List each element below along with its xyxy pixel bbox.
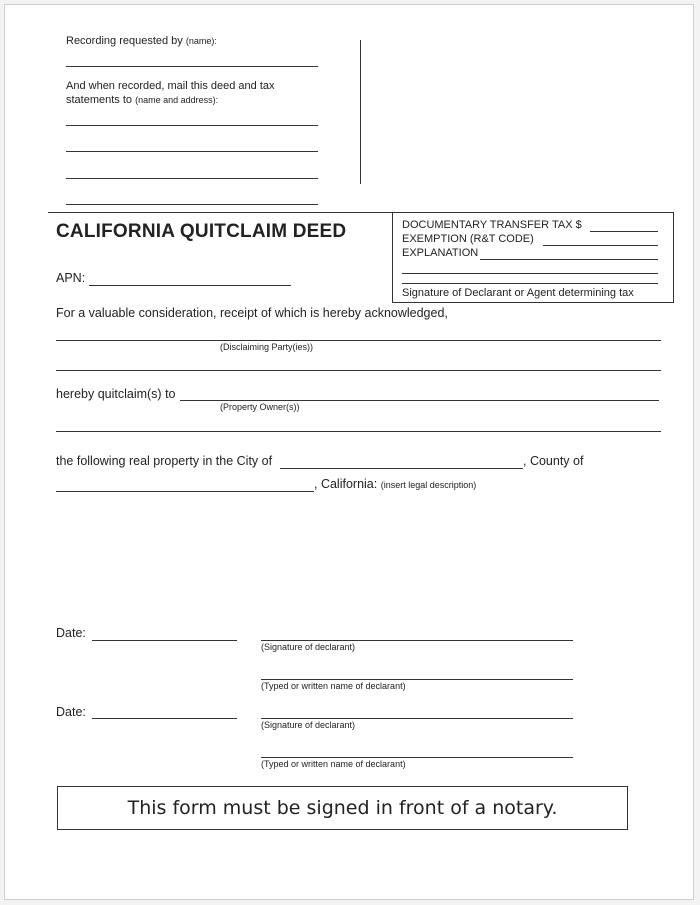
tax-signature-label: Signature of Declarant or Agent determining tax <box>402 287 634 299</box>
exemption-label: EXEMPTION (R&T CODE) <box>402 233 534 245</box>
apn-field[interactable] <box>89 271 291 286</box>
property-owner-field-2[interactable] <box>56 417 661 432</box>
property-city-text: the following real property in the City of <box>56 454 273 468</box>
name-hint-2: (Typed or written name of declarant) <box>261 759 406 769</box>
name-line-2[interactable] <box>261 757 573 758</box>
mail-to-field-4[interactable] <box>66 190 318 205</box>
name-line-1[interactable] <box>261 679 573 680</box>
date-label-2: Date: <box>56 705 86 719</box>
name-hint-1: (Typed or written name of declarant) <box>261 681 406 691</box>
mail-to-field-1[interactable] <box>66 111 318 126</box>
tax-signature-line <box>402 283 658 284</box>
apn-label: APN: <box>56 271 86 285</box>
transfer-tax-field[interactable] <box>590 220 658 232</box>
disclaiming-party-hint: (Disclaiming Party(ies)) <box>220 342 314 352</box>
mail-to-label-line1: And when recorded, mail this deed and tax <box>66 80 275 92</box>
recording-requested-label: Recording requested by (name): <box>66 35 217 47</box>
mail-to-field-2[interactable] <box>66 137 318 152</box>
recording-divider <box>360 40 361 184</box>
date-field-2[interactable] <box>92 704 237 719</box>
page-title: CALIFORNIA QUITCLAIM DEED <box>56 221 347 242</box>
mail-to-field-3[interactable] <box>66 164 318 179</box>
mail-to-label-line2: statements to (name and address): <box>66 94 219 106</box>
county-field[interactable] <box>56 477 314 492</box>
transfer-tax-box <box>392 212 674 303</box>
property-owner-field[interactable] <box>180 386 659 401</box>
county-label: , County of <box>523 454 584 468</box>
explanation-field-2[interactable] <box>402 262 658 274</box>
signature-hint-2: (Signature of declarant) <box>261 720 356 730</box>
signature-line-2[interactable] <box>261 718 573 719</box>
property-owner-hint: (Property Owner(s)) <box>220 402 300 412</box>
disclaiming-party-field[interactable] <box>56 326 661 341</box>
consideration-text: For a valuable consideration, receipt of which is hereby acknowledged, <box>56 306 448 320</box>
notary-notice: This form must be signed in front of a notary. <box>57 786 628 830</box>
date-field-1[interactable] <box>92 626 237 641</box>
date-label-1: Date: <box>56 626 86 640</box>
transfer-tax-label: DOCUMENTARY TRANSFER TAX $ <box>402 219 582 231</box>
california-label: , California: (insert legal description) <box>314 477 477 491</box>
recording-requested-field[interactable] <box>66 52 318 67</box>
deed-page <box>4 4 694 900</box>
explanation-label: EXPLANATION <box>402 247 479 259</box>
explanation-field[interactable] <box>480 248 658 260</box>
quitclaim-label: hereby quitclaim(s) to <box>56 387 176 401</box>
signature-line-1[interactable] <box>261 640 573 641</box>
signature-hint-1: (Signature of declarant) <box>261 642 356 652</box>
exemption-field[interactable] <box>543 234 658 246</box>
city-field[interactable] <box>280 454 523 469</box>
disclaiming-party-field-2[interactable] <box>56 356 661 371</box>
